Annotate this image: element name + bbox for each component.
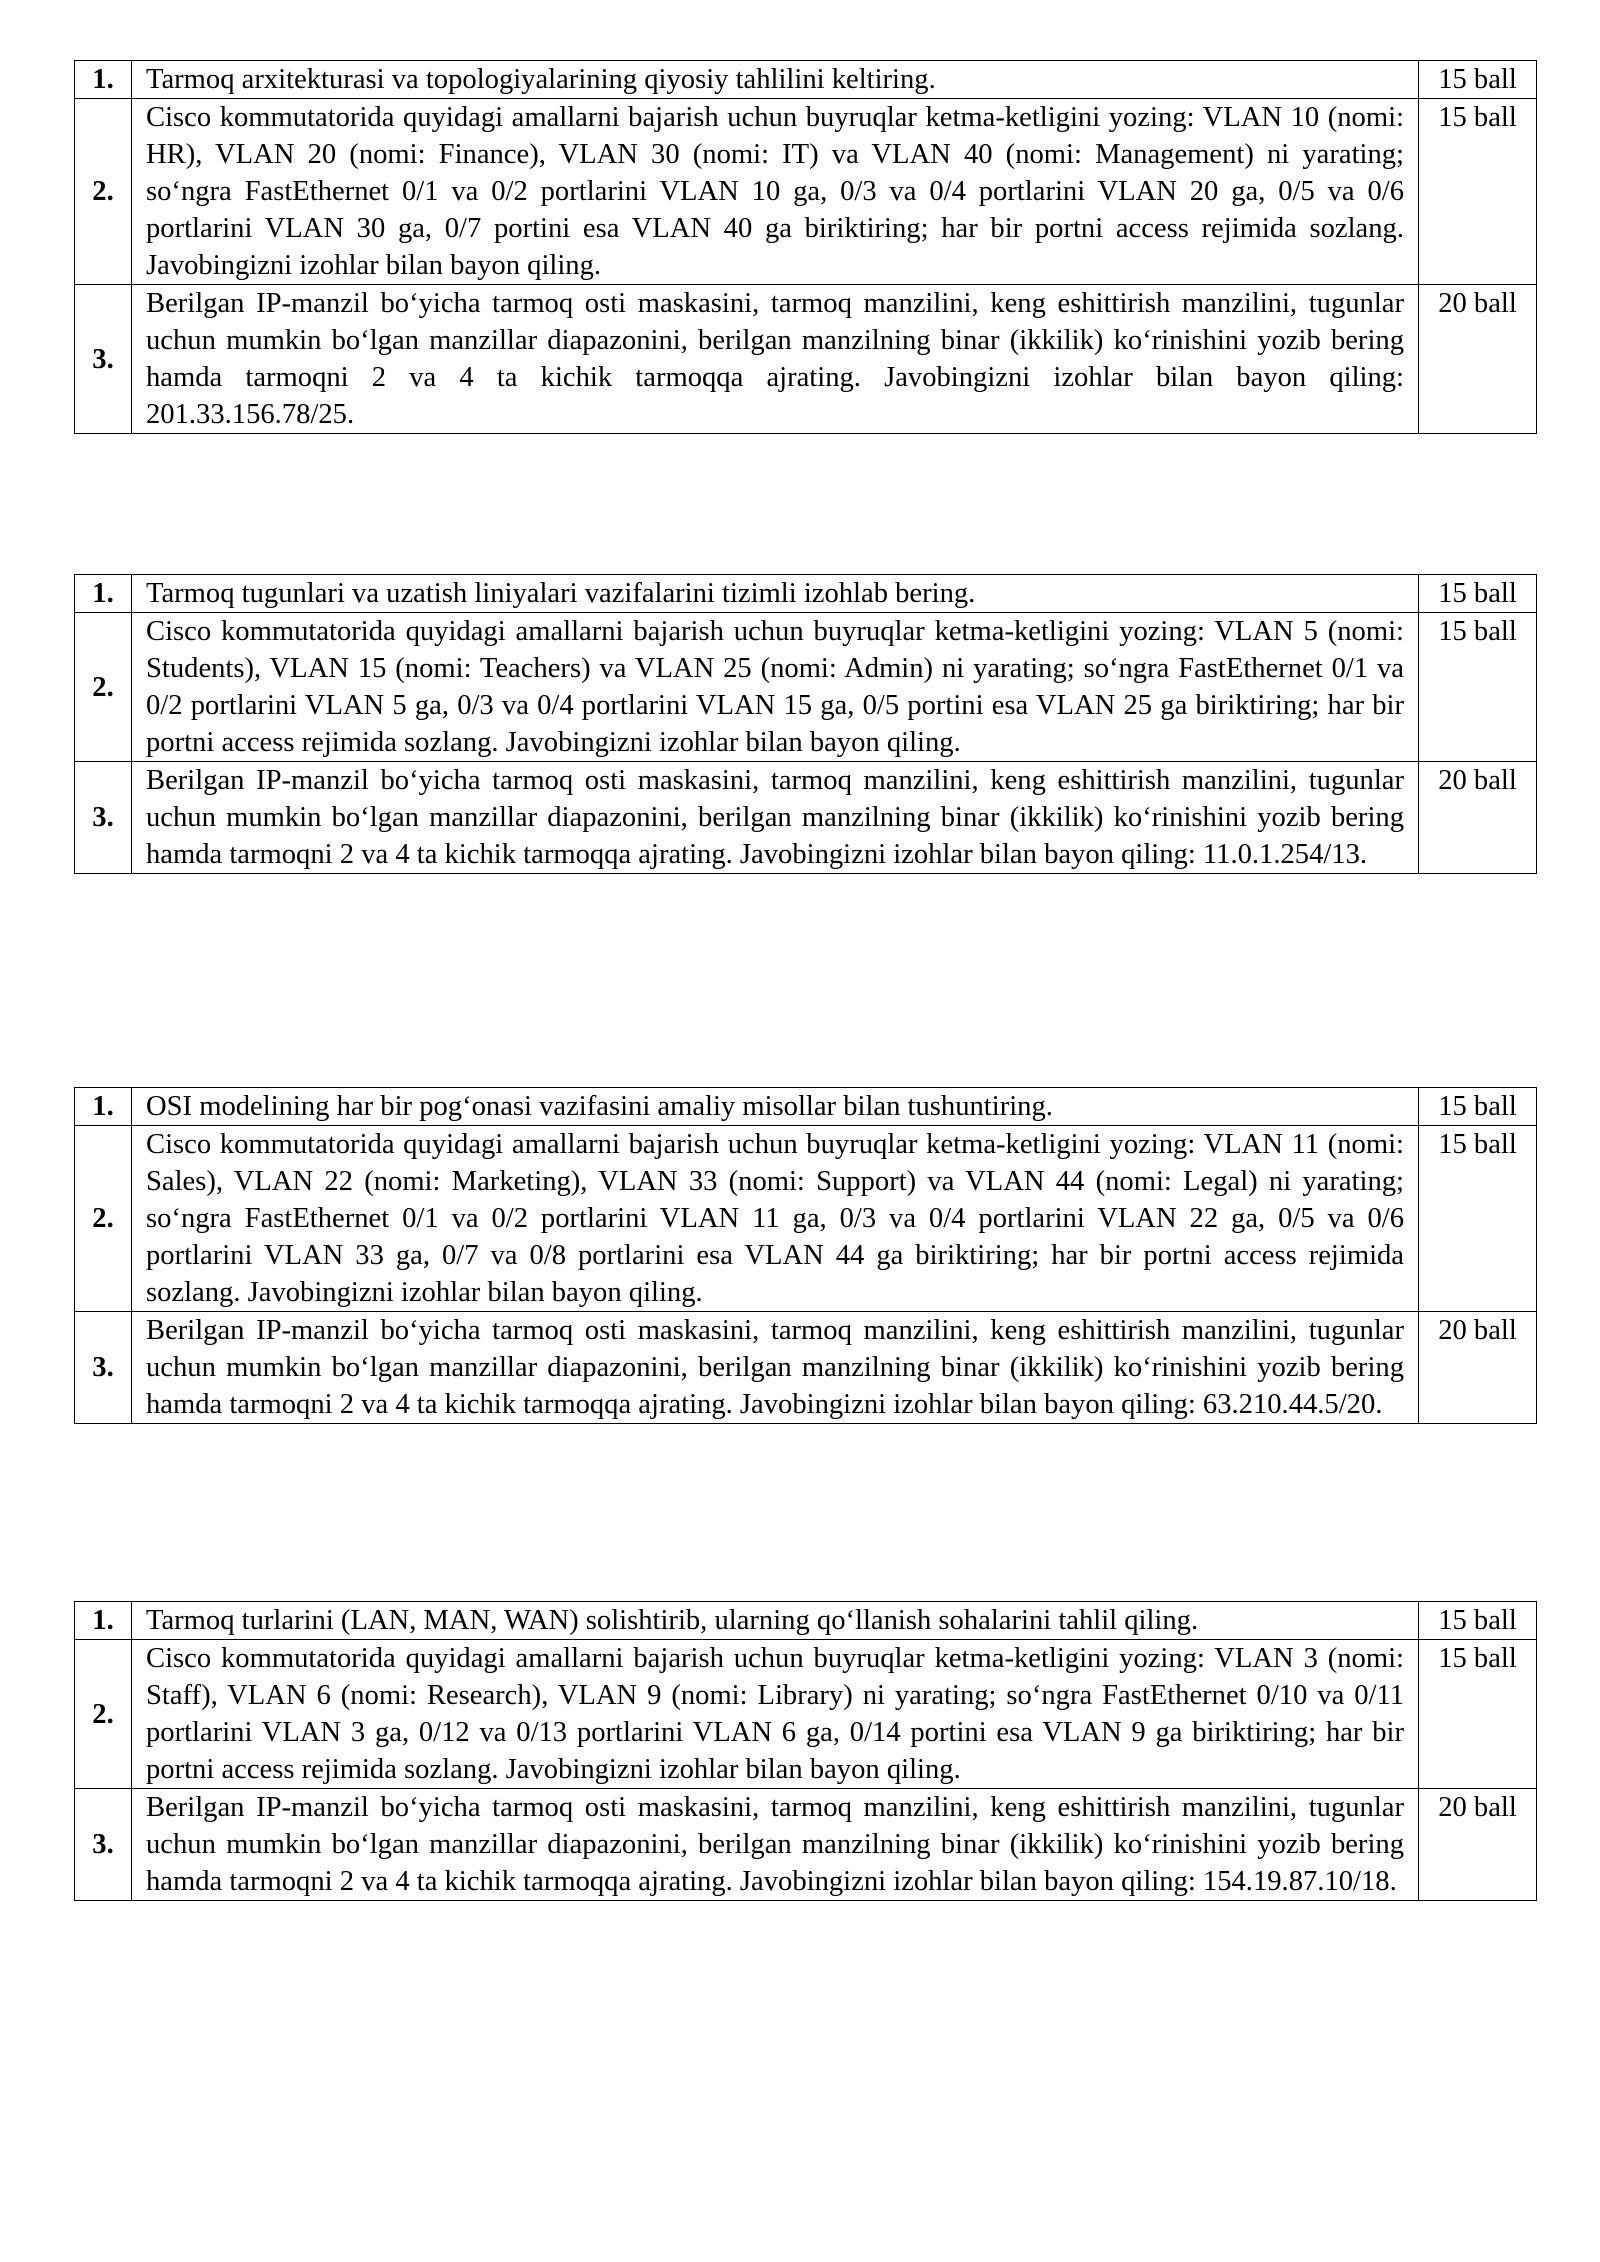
question-score: 15 ball <box>1419 613 1537 762</box>
question-number: 3. <box>75 762 132 874</box>
question-number: 1. <box>75 1602 132 1640</box>
question-number: 1. <box>75 1088 132 1126</box>
question-row <box>75 1602 1537 1640</box>
question-score: 15 ball <box>1419 1126 1537 1312</box>
question-text: Cisco kommutatorida quyidagi amallarni bajarish uchun buyruqlar ketma-ketligini yozing: VLAN 3 (nomi: Staff), VLAN 6 (nomi: Research), VLAN 9 (nomi: Library) ni yarating; so‘ngra FastEthernet 0/10 va 0/11 portlarini VLAN 3 ga, 0/12 va 0/13 portlarini VLAN 6 ga, 0/14 portini esa VLAN 9 ga biriktiring; har bir portni access rejimida sozlang. Javobingizni izohlar bilan bayon qiling. <box>132 1640 1419 1789</box>
question-row <box>75 285 1537 434</box>
question-score: 15 ball <box>1419 1640 1537 1789</box>
question-number: 2. <box>75 613 132 762</box>
question-row <box>75 1312 1537 1424</box>
question-text: Berilgan IP-manzil bo‘yicha tarmoq osti maskasini, tarmoq manzilini, keng eshittirish manzilini, tugunlar uchun mumkin bo‘lgan manzillar diapazonini, berilgan manzilning binar (ikkilik) ko‘rinishini yozib bering hamda tarmoqni 2 va 4 ta kichik tarmoqqa ajrating. Javobingizni izohlar bilan bayon qiling: 154.19.87.10/18. <box>132 1789 1419 1901</box>
question-number: 3. <box>75 285 132 434</box>
question-text: Berilgan IP-manzil bo‘yicha tarmoq osti maskasini, tarmoq manzilini, keng eshittirish manzilini, tugunlar uchun mumkin bo‘lgan manzillar diapazonini, berilgan manzilning binar (ikkilik) ko‘rinishini yozib bering hamda tarmoqni 2 va 4 ta kichik tarmoqqa ajrating. Javobingizni izohlar bilan bayon qiling: 63.210.44.5/20. <box>132 1312 1419 1424</box>
question-score: 15 ball <box>1419 575 1537 613</box>
question-row <box>75 575 1537 613</box>
question-score: 15 ball <box>1419 1088 1537 1126</box>
question-score: 15 ball <box>1419 61 1537 99</box>
question-number: 2. <box>75 99 132 285</box>
question-text: OSI modelining har bir pog‘onasi vazifasini amaliy misollar bilan tushuntiring. <box>132 1088 1419 1126</box>
question-number: 1. <box>75 575 132 613</box>
question-text: Cisco kommutatorida quyidagi amallarni bajarish uchun buyruqlar ketma-ketligini yozing: VLAN 10 (nomi: HR), VLAN 20 (nomi: Finance), VLAN 30 (nomi: IT) va VLAN 40 (nomi: Management) ni yarating; so‘ngra FastEthernet 0/1 va 0/2 portlarini VLAN 10 ga, 0/3 va 0/4 portlarini VLAN 20 ga, 0/5 va 0/6 portlarini VLAN 30 ga, 0/7 portini esa VLAN 40 ga biriktiring; har bir portni access rejimida sozlang. Javobingizni izohlar bilan bayon qiling. <box>132 99 1419 285</box>
question-text: Cisco kommutatorida quyidagi amallarni bajarish uchun buyruqlar ketma-ketligini yozing: VLAN 5 (nomi: Students), VLAN 15 (nomi: Teachers) va VLAN 25 (nomi: Admin) ni yarating; so‘ngra FastEthernet 0/1 va 0/2 portlarini VLAN 5 ga, 0/3 va 0/4 portlarini VLAN 15 ga, 0/5 portini esa VLAN 25 ga biriktiring; har bir portni access rejimida sozlang. Javobingizni izohlar bilan bayon qiling. <box>132 613 1419 762</box>
question-number: 2. <box>75 1126 132 1312</box>
question-number: 2. <box>75 1640 132 1789</box>
question-row <box>75 1640 1537 1789</box>
ticket-table-2 <box>74 574 1537 874</box>
question-number: 3. <box>75 1312 132 1424</box>
question-text: Cisco kommutatorida quyidagi amallarni bajarish uchun buyruqlar ketma-ketligini yozing: VLAN 11 (nomi: Sales), VLAN 22 (nomi: Marketing), VLAN 33 (nomi: Support) va VLAN 44 (nomi: Legal) ni yarating; so‘ngra FastEthernet 0/1 va 0/2 portlarini VLAN 11 ga, 0/3 va 0/4 portlarini VLAN 22 ga, 0/5 va 0/6 portlarini VLAN 33 ga, 0/7 va 0/8 portlarini esa VLAN 44 ga biriktiring; har bir portni access rejimida sozlang. Javobingizni izohlar bilan bayon qiling. <box>132 1126 1419 1312</box>
question-score: 15 ball <box>1419 99 1537 285</box>
question-text: Tarmoq arxitekturasi va topologiyalarining qiyosiy tahlilini keltiring. <box>132 61 1419 99</box>
question-score: 20 ball <box>1419 762 1537 874</box>
question-score: 20 ball <box>1419 1789 1537 1901</box>
question-row <box>75 99 1537 285</box>
question-text: Berilgan IP-manzil bo‘yicha tarmoq osti maskasini, tarmoq manzilini, keng eshittirish manzilini, tugunlar uchun mumkin bo‘lgan manzillar diapazonini, berilgan manzilning binar (ikkilik) ko‘rinishini yozib bering hamda tarmoqni 2 va 4 ta kichik tarmoqqa ajrating. Javobingizni izohlar bilan bayon qiling: 201.33.156.78/25. <box>132 285 1419 434</box>
question-row <box>75 1789 1537 1901</box>
question-text: Tarmoq turlarini (LAN, MAN, WAN) solishtirib, ularning qo‘llanish sohalarini tahlil qiling. <box>132 1602 1419 1640</box>
question-row <box>75 762 1537 874</box>
ticket-table-1 <box>74 60 1537 434</box>
question-score: 20 ball <box>1419 285 1537 434</box>
question-number: 1. <box>75 61 132 99</box>
question-row <box>75 61 1537 99</box>
question-number: 3. <box>75 1789 132 1901</box>
question-text: Tarmoq tugunlari va uzatish liniyalari vazifalarini tizimli izohlab bering. <box>132 575 1419 613</box>
ticket-table-4 <box>74 1601 1537 1901</box>
question-row <box>75 1088 1537 1126</box>
ticket-table-3 <box>74 1087 1537 1424</box>
question-score: 15 ball <box>1419 1602 1537 1640</box>
question-row <box>75 613 1537 762</box>
question-score: 20 ball <box>1419 1312 1537 1424</box>
question-row <box>75 1126 1537 1312</box>
question-text: Berilgan IP-manzil bo‘yicha tarmoq osti maskasini, tarmoq manzilini, keng eshittirish manzilini, tugunlar uchun mumkin bo‘lgan manzillar diapazonini, berilgan manzilning binar (ikkilik) ko‘rinishini yozib bering hamda tarmoqni 2 va 4 ta kichik tarmoqqa ajrating. Javobingizni izohlar bilan bayon qiling: 11.0.1.254/13. <box>132 762 1419 874</box>
